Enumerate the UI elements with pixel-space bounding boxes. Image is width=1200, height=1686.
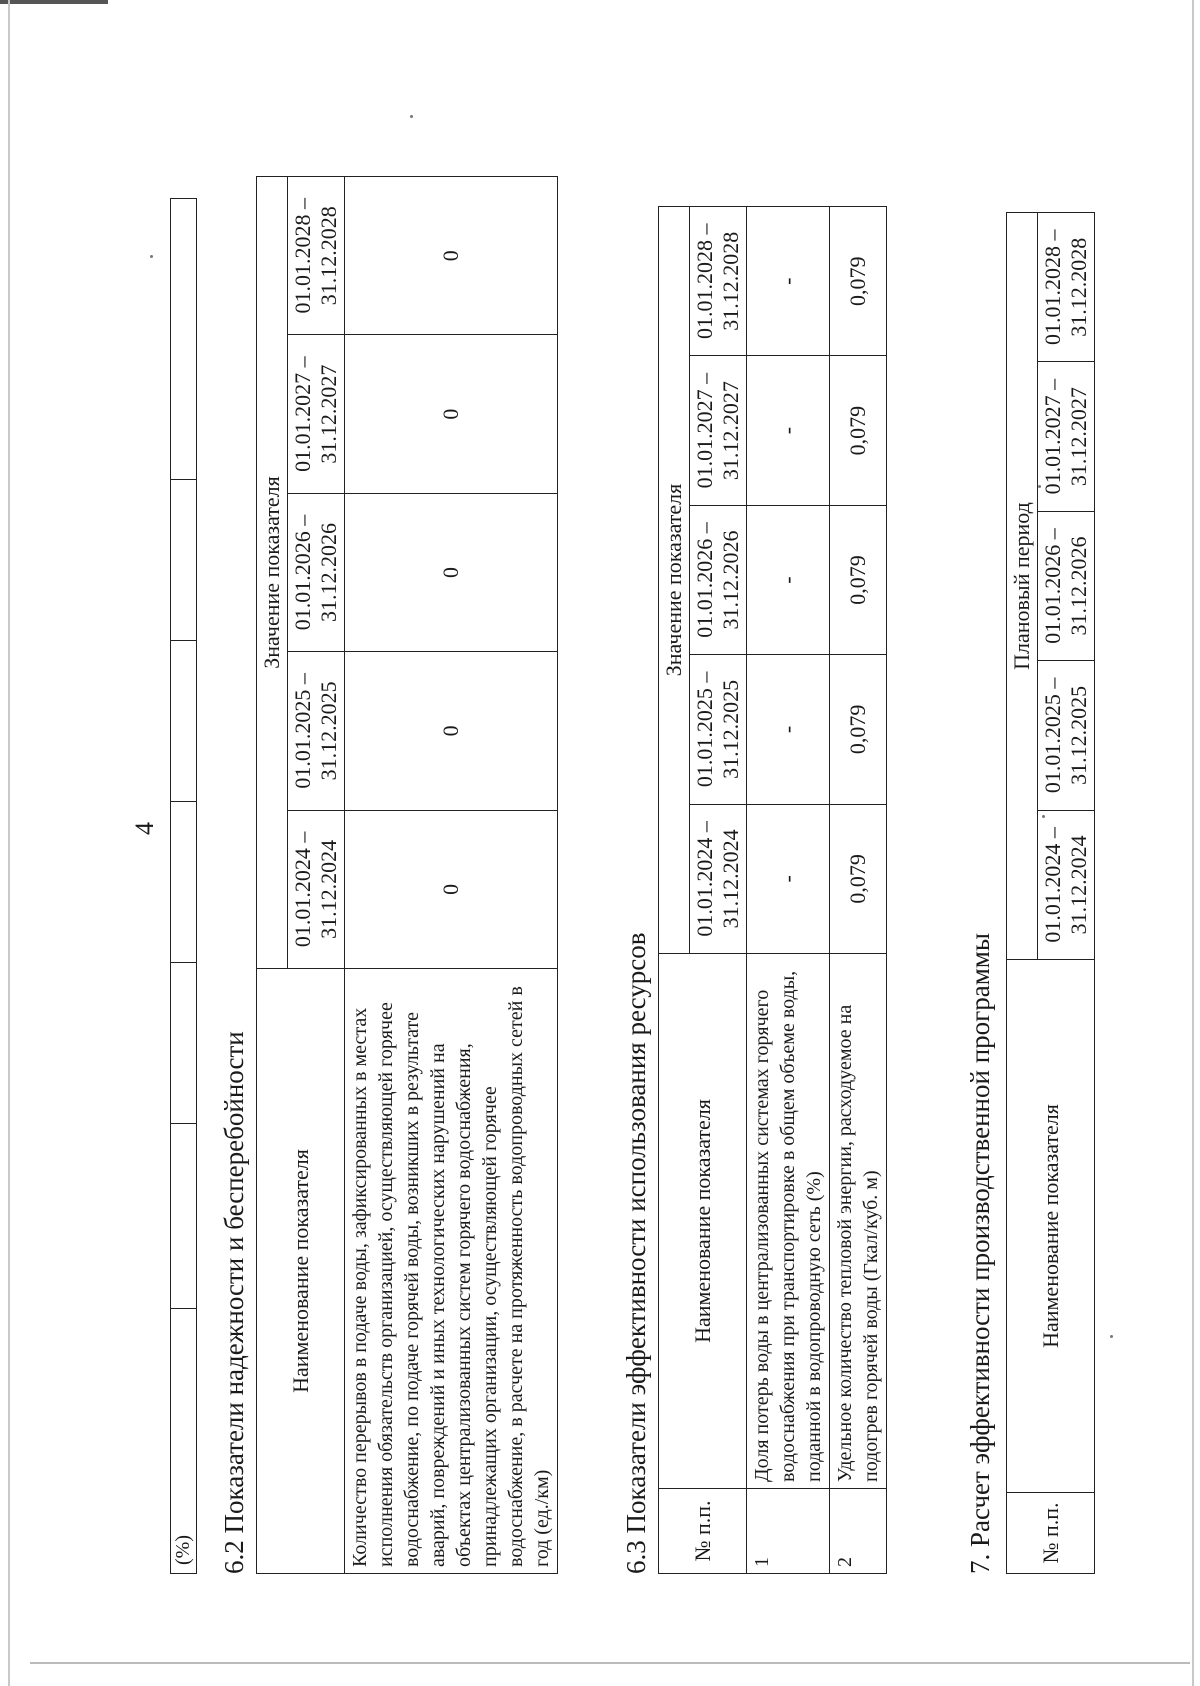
section-6-2-title: 6.2 Показатели надежности и бесперебойности [219, 1031, 249, 1574]
unit-cell: (%) [171, 1309, 197, 1574]
empty-cell [171, 199, 197, 480]
indicator-value: 0 [345, 810, 558, 968]
indicator-value: - [747, 356, 830, 505]
indicator-value: - [747, 804, 830, 953]
period-header: 01.01.2025 – 31.12.2025 [1038, 661, 1095, 810]
scan-speck [1110, 1335, 1113, 1338]
indicator-value: 0 [345, 335, 558, 493]
indicator-value: 0,079 [830, 655, 887, 804]
resource-efficiency-table [658, 206, 887, 1574]
period-header: 01.01.2027 – 31.12.2027 [288, 335, 345, 493]
table-row [830, 207, 887, 1574]
indicator-value: 0 [345, 652, 558, 810]
num-header: № п.п. [659, 1489, 747, 1574]
indicator-value: - [747, 207, 830, 356]
scan-edge-left [8, 0, 10, 1686]
period-header: 01.01.2025 – 31.12.2025 [288, 652, 345, 810]
top-table-fragment [170, 198, 197, 1574]
name-header: Наименование показателя [659, 954, 747, 1489]
table-row [747, 207, 830, 1574]
indicator-value: 0 [345, 493, 558, 651]
row-number: 1 [747, 1489, 830, 1574]
indicator-value: - [747, 655, 830, 804]
scan-speck [150, 255, 153, 258]
scan-edge-bottom [30, 1662, 1190, 1664]
program-efficiency-table [1006, 212, 1095, 1574]
name-header: Наименование показателя [1007, 960, 1095, 1493]
plan-header: Плановый период [1007, 213, 1038, 960]
period-header: 01.01.2026 – 31.12.2026 [1038, 511, 1095, 660]
indicator-name: Количество перерывов в подаче воды, зафиксированных в местах исполнения обязательств организацией, осуществляющей горячее водоснабжение, по подаче горячей воды, возникших в результате аварий, повреждений и иных технологических нарушений на объектах централизованных систем горячего водоснабжения, принадлежащих организации, осуществляющей горячее водоснабжение, в расчете на протяженность водопроводных сетей в год (ед./км) [345, 969, 558, 1574]
indicator-value: - [747, 505, 830, 654]
empty-cell [171, 480, 197, 641]
period-header: 01.01.2025 – 31.12.2025 [690, 655, 747, 804]
row-number: 2 [830, 1489, 887, 1574]
empty-cell [171, 802, 197, 963]
period-header: 01.01.2028 – 31.12.2028 [1038, 213, 1095, 362]
period-header: 01.01.2024 – 31.12.2024 [690, 804, 747, 953]
empty-cell [171, 963, 197, 1124]
period-header: 01.01.2027 – 31.12.2027 [1038, 362, 1095, 511]
indicator-value: 0,079 [830, 804, 887, 953]
section-7-title: 7. Расчет эффективности производственной программы [965, 932, 995, 1574]
num-header: № п.п. [1007, 1493, 1095, 1574]
indicator-name: Доля потерь воды в централизованных системах горячего водоснабжения при транспортировке в общем объеме воды, поданной в водопроводную сеть (%) [747, 954, 830, 1489]
scan-speck [410, 115, 413, 118]
value-header: Значение показателя [257, 177, 288, 969]
period-header: 01.01.2027 – 31.12.2027 [690, 356, 747, 505]
indicator-value: 0,079 [830, 356, 887, 505]
rotated-document-page [30, 48, 1170, 1638]
period-header: 01.01.2024 – 31.12.2024 [1038, 810, 1095, 959]
value-header: Значение показателя [659, 207, 690, 954]
section-6-3-title: 6.3 Показатели эффективности использования ресурсов [621, 932, 651, 1574]
period-header: 01.01.2026 – 31.12.2026 [288, 493, 345, 651]
period-header: 01.01.2026 – 31.12.2026 [690, 505, 747, 654]
period-header: 01.01.2024 – 31.12.2024 [288, 810, 345, 968]
reliability-table [256, 176, 558, 1574]
period-header: 01.01.2028 – 31.12.2028 [690, 207, 747, 356]
name-header: Наименование показателя [257, 969, 345, 1574]
indicator-value: 0 [345, 177, 558, 335]
empty-cell [171, 641, 197, 802]
period-header: 01.01.2028 – 31.12.2028 [288, 177, 345, 335]
indicator-value: 0,079 [830, 505, 887, 654]
indicator-name: Удельное количество тепловой энергии, расходуемое на подогрев горячей воды (Гкал/куб. м) [830, 954, 887, 1489]
indicator-value: 0,079 [830, 207, 887, 356]
empty-cell [171, 1124, 197, 1309]
scan-edge-top [0, 0, 108, 4]
scan-edge-right [1192, 0, 1194, 1686]
page-number: 4 [130, 822, 159, 835]
